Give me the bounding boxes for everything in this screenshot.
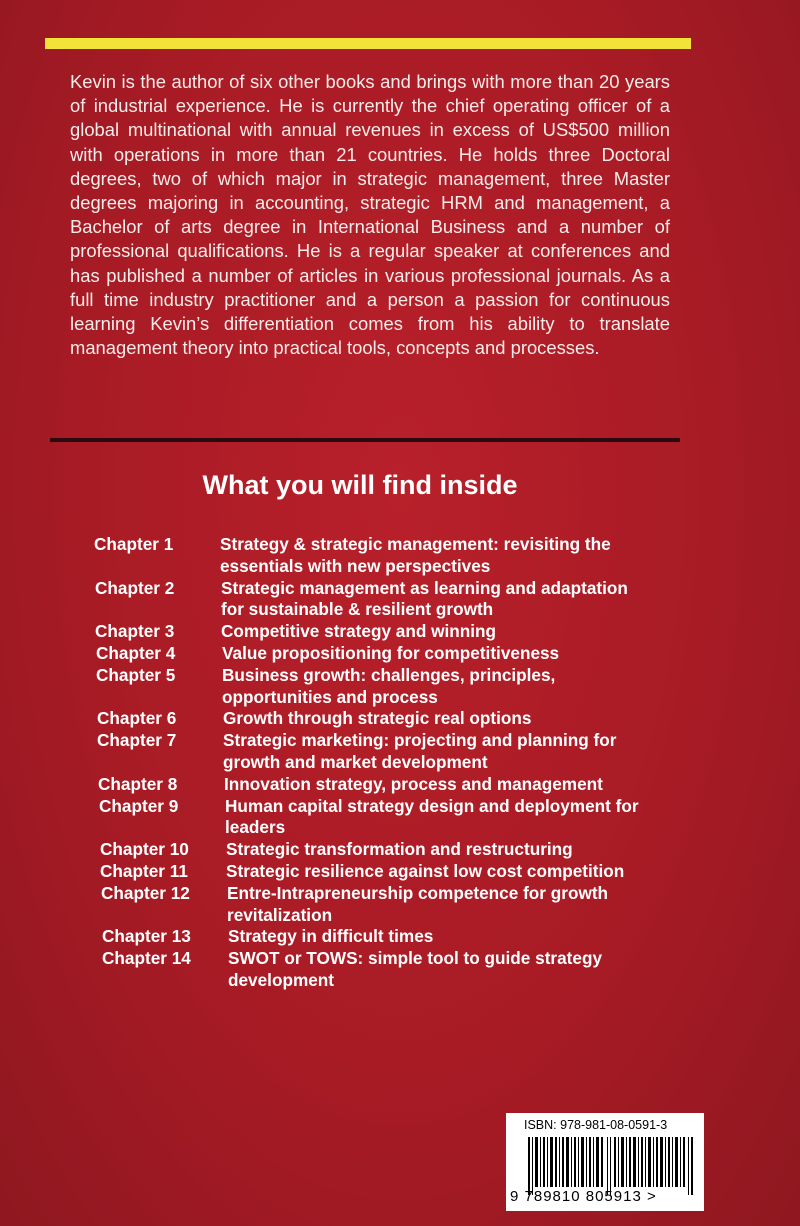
chapter-row-9 (99, 796, 652, 840)
chapter-row-4 (96, 643, 652, 665)
chapter-number: Chapter 11 (100, 860, 188, 881)
chapter-title: Strategic transformation and restructuring (226, 839, 573, 860)
chapter-title: Strategy & strategic management: revisiting the essentials with new perspectives (220, 534, 611, 576)
chapter-number: Chapter 2 (95, 577, 175, 598)
chapter-number: Chapter 5 (96, 664, 176, 685)
chapter-title: Strategic management as learning and adaptation for sustainable & resilient growth (221, 577, 628, 620)
isbn-barcode-panel (506, 1113, 704, 1211)
chapter-number: Chapter 13 (102, 926, 191, 947)
barcode-digits: 9 789810 805913 > (510, 1188, 657, 1205)
barcode-icon (528, 1137, 694, 1195)
chapter-number: Chapter 7 (97, 730, 177, 751)
chapter-number: Chapter 14 (102, 948, 191, 969)
top-yellow-rule (45, 38, 691, 49)
chapter-row-5 (96, 665, 652, 709)
author-bio (70, 70, 670, 360)
chapter-title: SWOT or TOWS: simple tool to guide strategy development (228, 948, 603, 990)
chapter-title: Strategy in difficult times (228, 926, 434, 947)
chapter-row-8 (98, 774, 652, 796)
chapter-row-12 (101, 883, 652, 927)
chapter-number: Chapter 6 (97, 708, 177, 729)
chapter-number: Chapter 9 (99, 795, 179, 816)
isbn-label: ISBN: 978-981-08-0591-3 (524, 1118, 668, 1132)
chapter-number: Chapter 1 (94, 534, 174, 554)
table-of-contents (92, 534, 652, 992)
chapter-title: Business growth: challenges, principles, opportunities and process (222, 664, 556, 707)
chapter-number: Chapter 12 (101, 882, 190, 903)
chapter-row-7 (97, 730, 652, 774)
contents-heading: What you will find inside (202, 470, 518, 500)
chapter-title: Entre-Intrapreneurship competence for growth revitalization (227, 882, 609, 925)
chapter-row-13 (102, 926, 652, 948)
chapter-title: Competitive strategy and winning (221, 621, 497, 642)
chapter-title: Value propositioning for competitiveness (222, 642, 560, 663)
chapter-number: Chapter 4 (96, 642, 176, 663)
chapter-number: Chapter 10 (100, 839, 189, 860)
chapter-row-11 (100, 861, 652, 883)
chapter-row-3 (95, 621, 652, 643)
chapter-row-10 (100, 839, 652, 861)
author-bio-text: Kevin is the author of six other books and brings with more than 20 years of industrial experience. He is currently the chief operating officer of a global multinational with annual revenues in excess of US$500 million with operations in more than 21 countries. He holds three Doctoral degrees, two of which major in strategic management, three Master degrees majoring in accounting, strategic HRM and management, a Bachelor of arts degree in International Business and a number of professional qualifications. He is a regular speaker at conferences and has published a number of articles in various professional journals. As a full time industry practitioner and a person a passion for continuous learning Kevin’s differentiation comes from his ability to translate management theory into practical tools, concepts and processes. (70, 71, 670, 359)
chapter-title: Growth through strategic real options (223, 708, 532, 729)
chapter-row-14 (102, 948, 652, 992)
section-divider (50, 438, 680, 442)
chapter-number: Chapter 3 (95, 621, 175, 642)
chapter-title: Strategic resilience against low cost competition (226, 860, 625, 881)
chapter-title: Innovation strategy, process and management (224, 773, 603, 794)
chapter-row-6 (97, 708, 652, 730)
chapter-title: Strategic marketing: projecting and planning for growth and market development (223, 730, 617, 772)
chapter-title: Human capital strategy design and deployment for leaders (225, 795, 639, 838)
chapter-row-1 (94, 534, 652, 578)
chapter-number: Chapter 8 (98, 773, 178, 794)
chapter-row-2 (95, 578, 652, 622)
